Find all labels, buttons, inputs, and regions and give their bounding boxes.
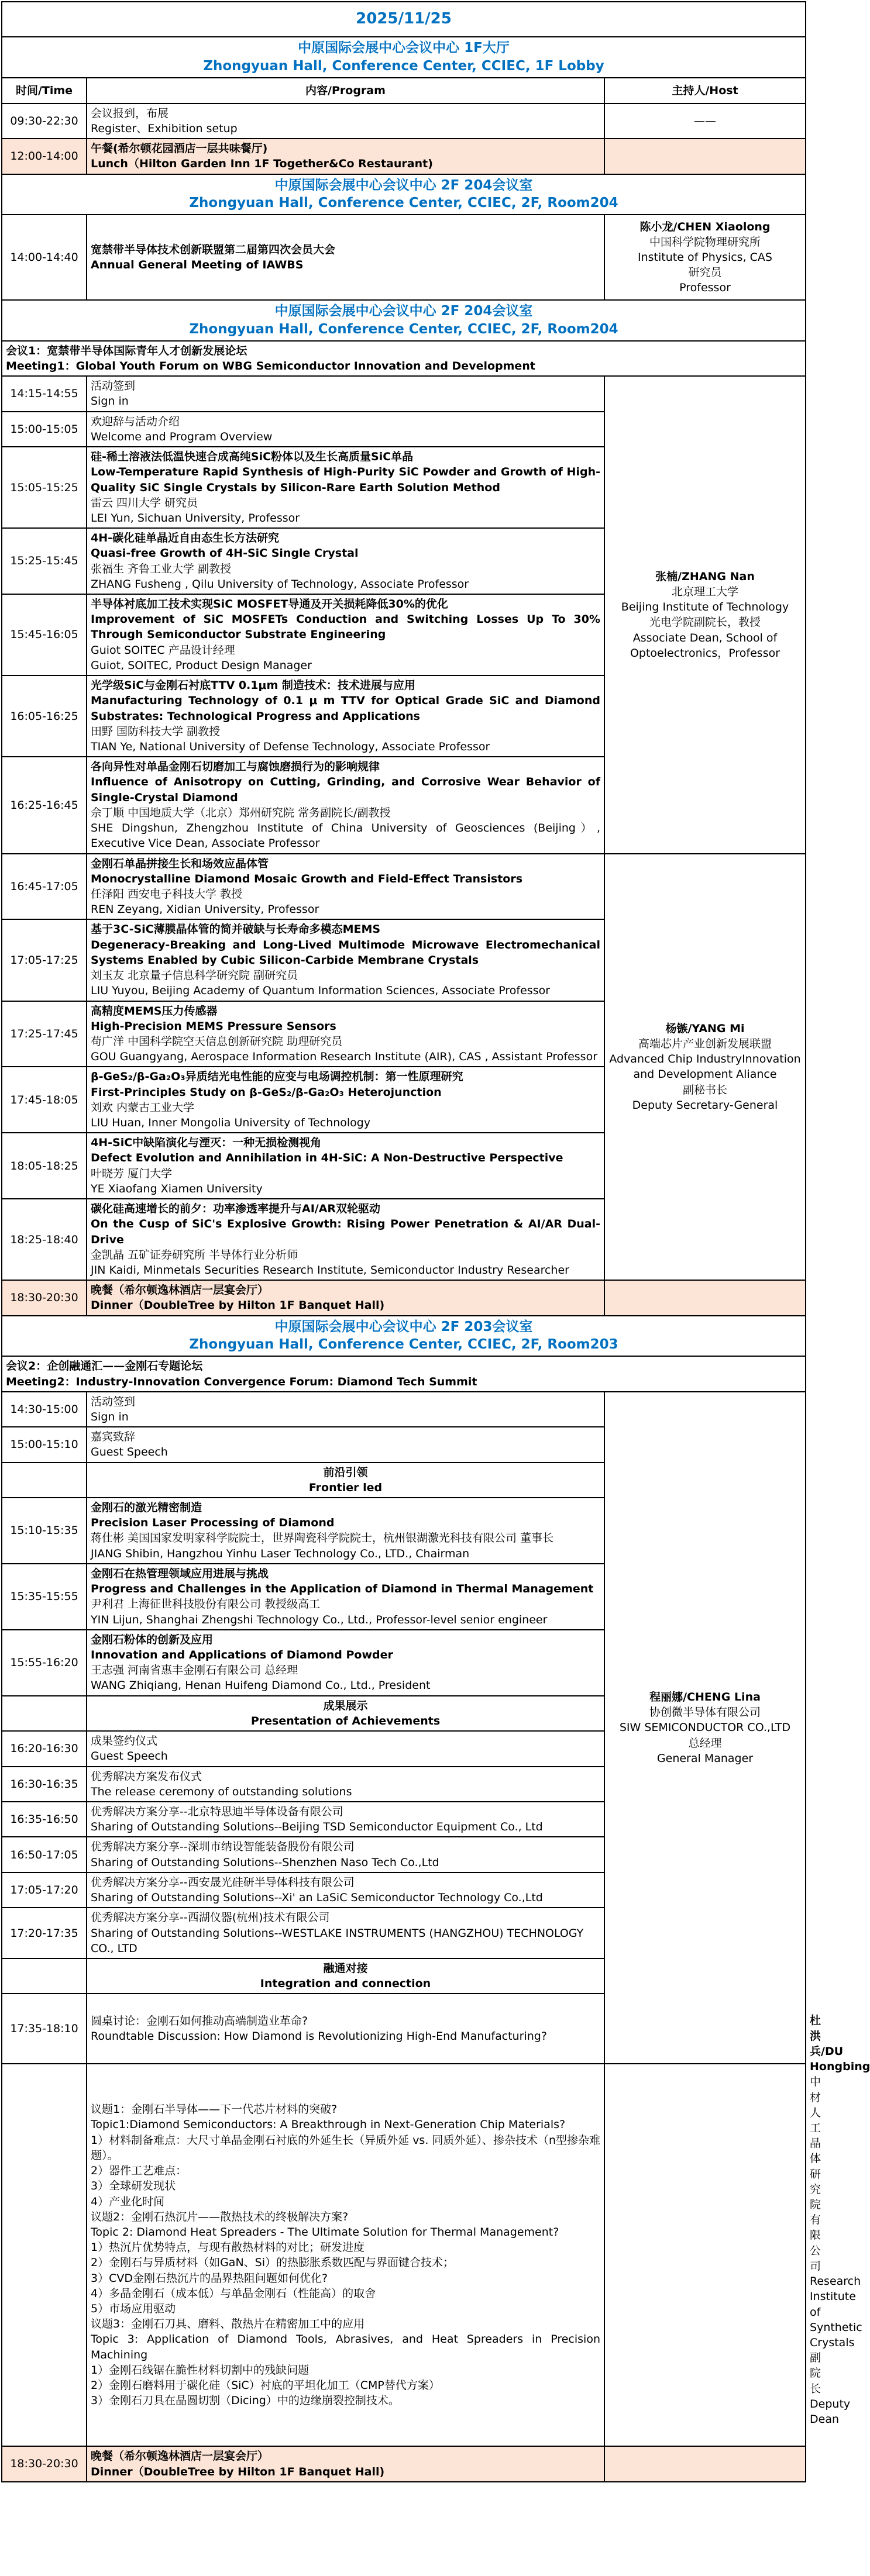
topic-line: 1）金刚石线锯在脆性材料切割中的残缺问题 [91, 2363, 310, 2377]
section-title-zh: 前沿引领 [323, 1465, 368, 1479]
talk-title: Progress and Challenges in the Application of Diamond in Thermal Management [91, 1582, 594, 1596]
program-zh: 嘉宾致辞 [91, 1430, 136, 1444]
program-cell [87, 1133, 604, 1199]
time-cell: 15:00-15:05 [2, 412, 87, 447]
speaker-line: 王志强 河南省惠丰金刚石有限公司 总经理 [91, 1664, 298, 1677]
talk-title: Innovation and Applications of Diamond Powder [91, 1649, 393, 1661]
time-cell: 18:30-20:30 [2, 2446, 87, 2481]
talk-title: Precision Laser Processing of Diamond [91, 1516, 335, 1530]
host-name: 杨镞/YANG Mi [665, 1022, 745, 1035]
host-org-en: Advanced Chip IndustryInnovation and Development Aliance [609, 1053, 801, 1081]
program-cell [87, 675, 604, 757]
talk-title: High-Precision MEMS Pressure Sensors [91, 1019, 336, 1033]
time-cell: 18:30-20:30 [2, 1280, 87, 1315]
topic-line: 议题1：金刚石半导体——下一代芯片材料的突破? [91, 2103, 338, 2116]
host-cell [604, 1280, 806, 1315]
program-cell [87, 528, 604, 594]
time-cell: 15:55-16:20 [2, 1630, 87, 1696]
program-zh: 优秀解决方案发布仪式 [91, 1770, 202, 1783]
program-cell [87, 919, 604, 1001]
talk-title: Low-Temperature Rapid Synthesis of High-Purity SiC Powder and Growth of High-Quality SiC Single Crystals by Silicon-Rare Earth Solution Method [91, 465, 600, 494]
speaker-line: 叶晓芳 厦门大学 [91, 1167, 173, 1180]
program-en: Dinner（DoubleTree by Hilton 1F Banquet Hall) [91, 2465, 385, 2478]
host-name: 程丽娜/CHENG Lina [649, 1691, 761, 1703]
host-header: 主持人/Host [604, 78, 806, 104]
lunch-row [2, 139, 806, 174]
section-title-en: Frontier led [308, 1481, 383, 1494]
program-en: Dinner（DoubleTree by Hilton 1F Banquet Hall) [91, 1299, 385, 1312]
program-cell [87, 854, 604, 920]
time-cell: 16:20-16:30 [2, 1731, 87, 1766]
talk-title: Defect Evolution and Annihilation in 4H-SiC: A Non-Destructive Perspective [91, 1151, 563, 1165]
time-cell [2, 1958, 87, 1994]
program-en: Sharing of Outstanding Solutions--Xi' an LaSiC Semiconductor Technology Co.,Ltd [91, 1891, 543, 1905]
section-title [87, 1958, 604, 1994]
speaker-line: 张福生 齐鲁工业大学 副教授 [91, 562, 232, 575]
meeting-row [2, 341, 806, 376]
topic-line: Topic 2: Diamond Heat Spreaders - The Ultimate Solution for Thermal Management? [91, 2225, 559, 2239]
time-cell: 16:25-16:45 [2, 757, 87, 853]
time-cell: 17:05-17:20 [2, 1872, 87, 1908]
time-cell: 14:15-14:55 [2, 376, 87, 411]
venue-zh: 中原国际会展中心会议中心 1F大厅 [298, 40, 510, 56]
speaker-line: WANG Zhiqiang, Henan Huifeng Diamond Co., Ltd., President [91, 1679, 431, 1692]
time-cell: 17:05-17:25 [2, 919, 87, 1001]
program-zh: 优秀解决方案分享--深圳市纳设智能装备股份有限公司 [91, 1840, 355, 1854]
talk-title: 金刚石单晶拼接生长和场效应晶体管 [91, 857, 269, 870]
meeting-title-zh: 会议2：企创融通汇——金刚石专题论坛 [6, 1360, 203, 1373]
time-cell: 16:30-16:35 [2, 1767, 87, 1802]
program-en: Register、Exhibition setup [91, 122, 238, 135]
speaker-line: LIU Yuyou, Beijing Academy of Quantum Information Sciences, Associate Professor [91, 984, 551, 998]
program-cell [87, 594, 604, 675]
time-cell: 17:45-18:05 [2, 1067, 87, 1133]
section-title-en: Presentation of Achievements [250, 1714, 441, 1727]
host-title-en: Associate Dean, School of Optoelectronics，Professor [630, 631, 780, 660]
host-title-zh: 副秘书长 [683, 1083, 728, 1096]
meeting-title [2, 341, 806, 376]
program-cell [87, 1731, 604, 1766]
program-cell [87, 1872, 604, 1908]
host-cell [604, 1392, 806, 2064]
host-cell [604, 854, 806, 1281]
program-cell [87, 1767, 604, 1802]
talk-title: β-GeS₂/β-Ga₂O₃异质结光电性能的应变与电场调控机制：第一性原理研究 [91, 1070, 463, 1084]
host-org-en: SIW SEMICONDUCTOR CO.,LTD [619, 1721, 791, 1734]
program-cell [87, 1837, 604, 1872]
talk-title: Monocrystalline Diamond Mosaic Growth and Field-Effect Transistors [91, 872, 523, 885]
speaker-line: Welcome and Program Overview [91, 430, 273, 443]
talk-title: First-Principles Study on β-GeS₂/β-Ga₂O₃ Heterojunction [91, 1085, 442, 1099]
meeting-title-en: Meeting2：Industry-Innovation Convergence Forum: Diamond Tech Summit [6, 1375, 477, 1388]
speaker-line: YIN Lijun, Shanghai Zhengshi Technology Co., Ltd., Professor-level senior engineer [91, 1613, 548, 1626]
talk-title: 高精度MEMS压力传感器 [91, 1004, 218, 1018]
program-cell [87, 1564, 604, 1630]
topic-line: 5）市场应用驱动 [91, 2302, 176, 2316]
talk-title: 半导体衬底加工技术实现SiC MOSFET导通及开关损耗降低30%的优化 [91, 598, 448, 611]
topic-line: 议题2：金刚石热沉片——散热技术的终极解决方案? [91, 2210, 349, 2223]
program-en: The release ceremony of outstanding solutions [91, 1785, 352, 1798]
talk-title: 4H-SiC中缺陷演化与湮灭：一种无损检测视角 [91, 1136, 322, 1150]
section-title [87, 1463, 604, 1498]
date-row [2, 2, 806, 37]
program-en: Guest Speech [91, 1750, 168, 1763]
program-en: Sign in [91, 1410, 129, 1423]
venue-en: Zhongyuan Hall, Conference Center, CCIEC, 2F, Room203 [189, 1337, 618, 1353]
speaker-line: 活动签到 [91, 380, 136, 393]
schedule-row [2, 854, 806, 920]
program-zh: 优秀解决方案分享--北京特思迪半导体设备有限公司 [91, 1805, 343, 1818]
program-cell [87, 1392, 604, 1427]
schedule-row [2, 1280, 806, 1315]
host-title-zh: 总经理 [688, 1736, 722, 1750]
program-zh: 宽禁带半导体技术创新联盟第二届第四次会员大会 [91, 243, 336, 256]
time-cell: 14:30-15:00 [2, 1392, 87, 1427]
talk-title: On the Cusp of SiC's Explosive Growth: Rising Power Penetration & AI/AR Dual-Drive [91, 1218, 600, 1246]
host-org-en: Institute of Physics, CAS [638, 251, 772, 264]
speaker-line: 欢迎辞与活动介绍 [91, 415, 180, 428]
host-cell [604, 215, 806, 300]
speaker-line: 佘丁顺 中国地质大学（北京）郑州研究院 常务副院长/副教授 [91, 806, 391, 819]
time-cell: 17:25-17:45 [2, 1001, 87, 1067]
program-zh: 优秀解决方案分享--西安晟光硅研半导体科技有限公司 [91, 1875, 355, 1889]
program-cell [87, 757, 604, 853]
speaker-line: Guiot SOITEC 产品设计经理 [91, 643, 235, 657]
talk-title: 硅-稀土溶液法低温快速合成高纯SiC粉体以及生长高质量SiC单晶 [91, 450, 414, 464]
speaker-line: YE Xiaofang Xiamen University [91, 1182, 263, 1195]
section-title-zh: 融通对接 [323, 1961, 368, 1975]
time-cell: 12:00-14:00 [2, 139, 87, 174]
time-cell [2, 1696, 87, 1731]
talk-title: Manufacturing Technology of 0.1 μ m TTV for Optical Grade SiC and Diamond Substrates: Technological Progress and Applications [91, 694, 600, 723]
program-cell [87, 376, 604, 411]
program-cell [87, 1001, 604, 1067]
host-title-en: General Manager [656, 1751, 754, 1765]
program-cell [87, 412, 604, 447]
program-cell [87, 447, 604, 528]
time-cell: 15:45-16:05 [2, 594, 87, 675]
program-en: Guest Speech [91, 1446, 168, 1459]
topic-line: 1）材料制备难点：大尺寸单晶金刚石衬底的外延生长（异质外延 vs. 同质外延）、掺杂技术（n型掺杂难题）。 [91, 2133, 600, 2162]
speaker-line: 蒋仕彬 美国国家发明家科学院院士，世界陶瓷科学院院士，杭州银湖激光科技有限公司 董事长 [91, 1532, 554, 1545]
program-zh: 会议报到，布展 [91, 106, 169, 120]
time-cell: 15:05-15:25 [2, 447, 87, 528]
talk-title: 金刚石的激光精密制造 [91, 1501, 202, 1515]
host-title-zh: 研究员 [688, 266, 722, 280]
talk-title: 光学级SiC与金刚石衬底TTV 0.1μm 制造技术：技术进展与应用 [91, 679, 415, 692]
time-cell [2, 2064, 87, 2446]
schedule-row: 17:35-18:10 圆桌讨论：金刚石如何推动高端制造业革命? Roundtable Discussion: How Diamond is Revolutionizing High-End Manufacturing? 杜洪兵/DU Hongbing 中材人工晶体研究院有限公司 Research Institute of Synthetic Crystals 副院长 Deputy Dean [2, 1994, 806, 2064]
speaker-line: GOU Guangyang, Aerospace Information Research Institute (AIR), CAS , Assistant Professor [91, 1050, 598, 1064]
program-en: Annual General Meeting of IAWBS [91, 258, 304, 272]
speaker-line: 刘玉友 北京量子信息科学研究院 副研究员 [91, 969, 298, 982]
host-title-zh: 光电学院副院长，教授 [649, 616, 761, 629]
schedule-row [2, 376, 806, 411]
host-title-en: Professor [679, 281, 731, 295]
program-cell [87, 1994, 604, 2064]
talk-title: Quasi-free Growth of 4H-SiC Single Crystal [91, 547, 359, 560]
program-cell [87, 1280, 604, 1315]
speaker-line: ZHANG Fusheng , Qilu University of Technology, Associate Professor [91, 577, 469, 591]
talk-title: 金刚石在热管理领域应用进展与挑战 [91, 1567, 269, 1580]
meeting-title-zh: 会议1：宽禁带半导体国际青年人才创新发展论坛 [6, 344, 247, 357]
program-en: Sharing of Outstanding Solutions--WESTLAKE INSTRUMENTS (HANGZHOU) TECHNOLOGY CO., LTD [91, 1926, 584, 1955]
schedule-row [2, 1392, 806, 1427]
talk-title: 各向异性对单晶金刚石切磨加工与腐蚀磨损行为的影响规律 [91, 760, 380, 774]
program-zh: 晚餐（希尔顿逸林酒店一层宴会厅） [91, 2450, 269, 2463]
speaker-line: JIN Kaidi, Minmetals Securities Research Institute, Semiconductor Industry Researcher [91, 1264, 569, 1277]
program-zh: 优秀解决方案分享--西湖仪器(杭州)技术有限公司 [91, 1911, 330, 1925]
section-title-zh: 成果展示 [323, 1699, 368, 1712]
speaker-line: JIANG Shibin, Hangzhou Yinhu Laser Technology Co., LTD., Chairman [91, 1547, 470, 1560]
speaker-line: SHE Dingshun, Zhengzhou Institute of China University of Geosciences (Beijing）, Executive Vice Dean, Associate Professor [91, 822, 600, 850]
program-en: Sharing of Outstanding Solutions--Beijing TSD Semiconductor Equipment Co., Ltd [91, 1820, 543, 1834]
venue-zh: 中原国际会展中心会议中心 2F 204会议室 [274, 177, 533, 193]
talk-title: 4H-碳化硅单晶近自由态生长方法研究 [91, 532, 280, 545]
time-header: 时间/Time [2, 78, 87, 104]
host-org-zh: 北京理工大学 [672, 585, 739, 598]
host-name: 陈小龙/CHEN Xiaolong [639, 220, 771, 233]
host-org-zh: 中国科学院物理研究所 [649, 235, 761, 249]
venue-en: Zhongyuan Hall, Conference Center, CCIEC, 1F Lobby [203, 58, 604, 74]
topic-line: Topic1:Diamond Semiconductors: A Breakthrough in Next-Generation Chip Materials? [91, 2118, 566, 2132]
schedule-row [2, 2064, 806, 2446]
time-cell: 18:05-18:25 [2, 1133, 87, 1199]
speaker-line: 刘欢 内蒙古工业大学 [91, 1101, 195, 1114]
time-cell: 18:25-18:40 [2, 1199, 87, 1280]
program-cell [87, 1630, 604, 1696]
talk-title: Improvement of SiC MOSFETs Conduction and Switching Losses Up To 30% Through Semiconductor Substrate Engineering [91, 613, 600, 642]
speaker-line: 雷云 四川大学 研究员 [91, 496, 198, 509]
program-cell [87, 1908, 604, 1958]
host-cell [604, 139, 806, 174]
program-cell [87, 2446, 604, 2481]
topic-line: 2）金刚石与异质材料（如GaN、Si）的热膨胀系数匹配与界面键合技术； [91, 2256, 455, 2270]
topic-line: 3）金刚石刀具在晶圆切割（Dicing）中的边缘崩裂控制技术。 [91, 2394, 400, 2408]
topic-line: 议题3：金刚石刀具、磨料、散热片在精密加工中的应用 [91, 2318, 365, 2331]
program-cell [87, 1498, 604, 1564]
time-cell [2, 1463, 87, 1498]
speaker-line: Guiot, SOITEC, Product Design Manager [91, 658, 312, 672]
program-cell [87, 104, 604, 139]
schedule-row [2, 2446, 806, 2481]
venue-en: Zhongyuan Hall, Conference Center, CCIEC, 2F, Room204 [189, 195, 618, 211]
program-zh: 活动签到 [91, 1395, 136, 1408]
time-cell: 17:35-18:10 [2, 1994, 87, 2064]
venue-en: Zhongyuan Hall, Conference Center, CCIEC, 2F, Room204 [189, 321, 618, 337]
speaker-line: REN Zeyang, Xidian University, Professor [91, 903, 319, 916]
topic-line: 4）产业化时间 [91, 2195, 165, 2208]
table-header-row [2, 78, 806, 104]
venue-row [2, 174, 806, 215]
program-zh: 成果签约仪式 [91, 1734, 158, 1748]
time-cell: 16:35-16:50 [2, 1802, 87, 1837]
venue-row [2, 300, 806, 341]
time-cell: 15:25-15:45 [2, 528, 87, 594]
program-cell [87, 1427, 604, 1462]
schedule-table [1, 1, 870, 2482]
talk-title: Degeneracy-Breaking and Long-Lived Multimode Microwave Electromechanical Systems Enabled by Cubic Silicon-Carbide Membrane Crystals [91, 938, 600, 967]
program-zh: 圆桌讨论：金刚石如何推动高端制造业革命? [91, 2015, 308, 2028]
venue-header [2, 174, 806, 215]
venue-zh: 中原国际会展中心会议中心 2F 204会议室 [274, 304, 533, 319]
speaker-line: 田野 国防科技大学 副教授 [91, 725, 221, 738]
topic-line: 4）多晶金刚石（成本低）与单晶金刚石（性能高）的取舍 [91, 2287, 376, 2300]
meeting-row [2, 1356, 806, 1391]
program-en: Sharing of Outstanding Solutions--Shenzhen Naso Tech Co.,Ltd [91, 1856, 439, 1869]
topic-line: 3）全球研发现状 [91, 2180, 176, 2193]
venue-header [2, 1316, 806, 1357]
host-cell [604, 376, 806, 853]
venue-row [2, 1316, 806, 1357]
talk-title: Influence of Anisotropy on Cutting, Grinding, and Corrosive Wear Behavior of Single-Crystal Diamond [91, 775, 600, 804]
program-cell [87, 139, 604, 174]
venue-header [2, 300, 806, 341]
program-cell [87, 1199, 604, 1280]
program-cell [87, 2064, 604, 2446]
speaker-line: LEI Yun, Sichuan University, Professor [91, 511, 300, 525]
topic-line: 3）CVD金刚石热沉片的晶界热阻问题如何优化? [91, 2271, 328, 2285]
program-cell [87, 215, 604, 300]
host-cell: —— [604, 104, 806, 139]
host-title-en: Deputy Secretary-General [632, 1098, 778, 1112]
program-en: Roundtable Discussion: How Diamond is Revolutionizing High-End Manufacturing? [91, 2030, 547, 2043]
speaker-line: Sign in [91, 395, 129, 408]
speaker-line: 金凯晶 五矿证券研究所 半导体行业分析师 [91, 1248, 298, 1261]
speaker-line: 任泽阳 西安电子科技大学 教授 [91, 887, 243, 901]
time-cell: 16:50-17:05 [2, 1837, 87, 1872]
program-en: Lunch（Hilton Garden Inn 1F Together&Co Restaurant) [91, 157, 433, 171]
host-cell [604, 2446, 806, 2481]
speaker-line: TIAN Ye, National University of Defense Technology, Associate Professor [91, 740, 490, 753]
section-title-en: Integration and connection [260, 1977, 431, 1991]
program-cell [87, 1067, 604, 1133]
time-cell: 15:00-15:10 [2, 1427, 87, 1462]
program-zh: 午餐(希尔顿花园酒店一层共味餐厅) [91, 142, 268, 156]
host-org-zh: 高端芯片产业创新发展联盟 [638, 1037, 772, 1050]
topic-line: 2）金刚石磨料用于碳化硅（SiC）衬底的平坦化加工（CMP替代方案） [91, 2379, 440, 2392]
time-cell: 16:45-17:05 [2, 854, 87, 920]
topic-line: 1）热沉片优势特点，与现有散热材料的对比；研发进度 [91, 2241, 365, 2254]
talk-title: 碳化硅高速增长的前夕：功率渗透率提升与AI/AR双轮驱动 [91, 1202, 381, 1216]
speaker-line: 苟广洋 中国科学院空天信息创新研究院 助理研究员 [91, 1034, 343, 1048]
time-cell: 15:10-15:35 [2, 1498, 87, 1564]
talk-title: 金刚石粉体的创新及应用 [91, 1633, 214, 1646]
time-cell: 15:35-15:55 [2, 1564, 87, 1630]
schedule-row [2, 104, 806, 139]
time-cell: 09:30-22:30 [2, 104, 87, 139]
host-org-en: Beijing Institute of Technology [621, 601, 789, 614]
schedule-row [2, 215, 806, 300]
section-title [87, 1696, 604, 1731]
host-org-zh: 协创微半导体有限公司 [649, 1706, 761, 1719]
topic-line: 2）器件工艺难点： [91, 2164, 187, 2178]
host-name: 张楠/ZHANG Nan [655, 570, 755, 583]
talk-title: 基于3C-SiC薄膜晶体管的简并破缺与长寿命多模态MEMS [91, 923, 381, 936]
time-cell: 16:05-16:25 [2, 675, 87, 757]
time-cell: 17:20-17:35 [2, 1908, 87, 1958]
speaker-line: 尹利君 上海征世科技股份有限公司 教授级高工 [91, 1598, 321, 1611]
venue-header [2, 37, 806, 78]
venue-zh: 中原国际会展中心会议中心 2F 203会议室 [274, 1319, 533, 1334]
venue-row [2, 37, 806, 78]
program-header: 内容/Program [87, 78, 604, 104]
date-label: 2025/11/25 [2, 2, 806, 37]
time-cell: 14:00-14:40 [2, 215, 87, 300]
meeting-title-en: Meeting1：Global Youth Forum on WBG Semiconductor Innovation and Development [6, 359, 535, 373]
meeting-title [2, 1356, 806, 1391]
topic-line: Topic 3: Application of Diamond Tools, Abrasives, and Heat Spreaders in Precision Machining [91, 2333, 600, 2361]
program-zh: 晚餐（希尔顿逸林酒店一层宴会厅） [91, 1284, 269, 1297]
program-cell [87, 1802, 604, 1837]
speaker-line: LIU Huan, Inner Mongolia University of Technology [91, 1116, 371, 1130]
